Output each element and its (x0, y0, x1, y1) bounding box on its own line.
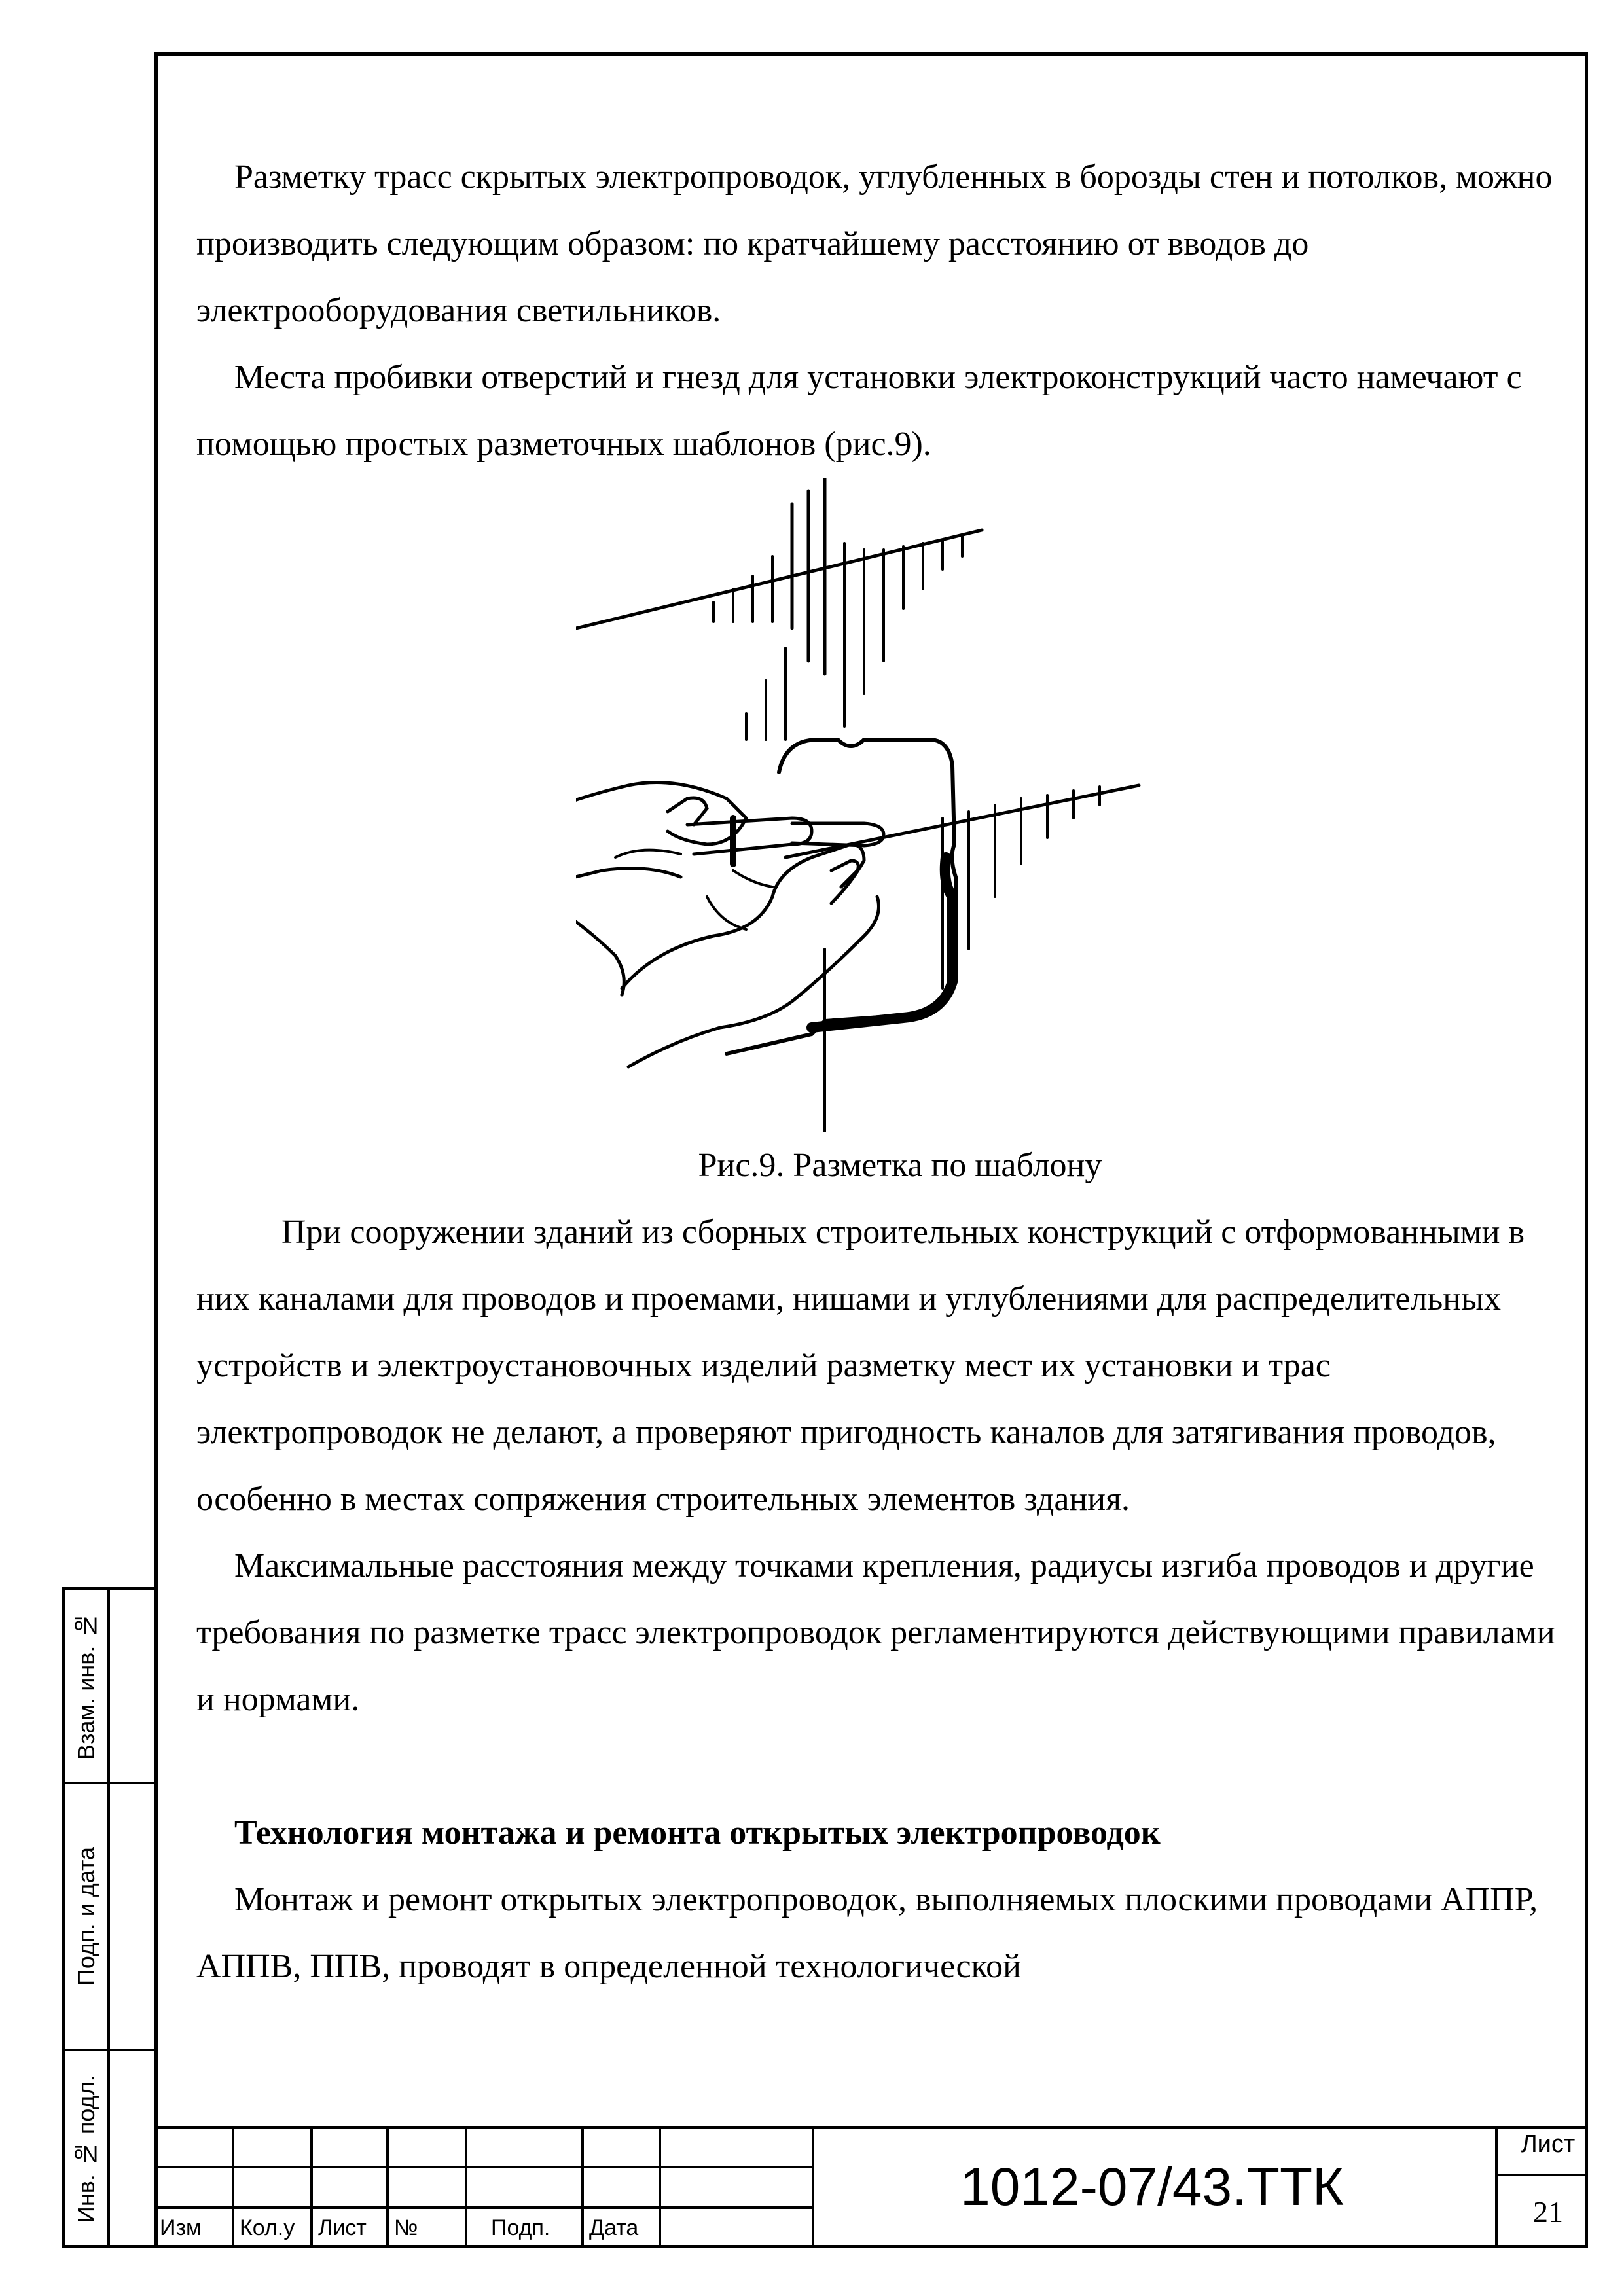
paragraph-5: Монтаж и ремонт открытых электропроводок, выполняемых плоскими проводами АППР, АППВ, ППВ, проводят в определенной технологической (196, 1881, 1538, 1985)
title-block-col-line (659, 2126, 661, 2248)
col-list: Лист (318, 2215, 367, 2240)
original-inventory-label: Инв. № подл. (73, 2075, 99, 2224)
section-heading: Технология монтажа и ремонта открытых электропроводок (234, 1814, 1161, 1852)
paragraph-2: Места пробивки отверстий и гнезд для установки электроконструкций часто намечают с помощью простых разметочных шаблонов (рис.9). (196, 359, 1522, 463)
col-data: Дата (589, 2215, 639, 2240)
blank-line (196, 1733, 1558, 1800)
col-izm: Изм (160, 2215, 202, 2240)
title-block-row-line (154, 2166, 812, 2168)
template-marking-illustration (576, 478, 1427, 1132)
title-block-col-line (1495, 2126, 1498, 2248)
col-no: № (394, 2215, 418, 2240)
paragraph-1: Разметку трасс скрытых электропроводок, углубленных в борозды стен и потолков, можно производить следующим образом: по кратчайшему расстоянию от вводов до электрооборудования светильников. (196, 158, 1553, 329)
signature-date-label: Подп. и дата (73, 1846, 99, 1986)
side-stamp (62, 1587, 154, 2248)
sheet-number: 21 (1533, 2195, 1563, 2229)
col-podp: Подп. (491, 2215, 550, 2240)
sheet-label: Лист (1521, 2130, 1576, 2158)
figure-9 (196, 478, 1558, 1132)
title-block (154, 2126, 1588, 2248)
replacement-inventory-label: Взам. инв. № (73, 1612, 99, 1760)
paragraph-4: Максимальные расстояния между точками крепления, радиусы изгиба проводов и другие требования по разметке трасс электропроводок регламентируются действующими правилами и нормами. (196, 1547, 1555, 1718)
figure-caption: Рис.9. Разметка по шаблону (698, 1147, 1102, 1184)
col-kolu: Кол.у (240, 2215, 295, 2240)
document-body (196, 144, 1558, 2000)
sheet-box-divider (1495, 2174, 1588, 2176)
paragraph-3: При сооружении зданий из сборных строительных конструкций с отформованными в них каналами для проводов и проемами, нишами и углублениями для распределительных устройств и электроустановочных изделий разметку мест их установки и трас электропроводок не делают, а проверяют пригодность каналов для затягивания проводов, особенно в местах сопряжения строительных элементов здания. (196, 1213, 1525, 1518)
document-code: 1012-07/43.ТТК (960, 2157, 1344, 2217)
